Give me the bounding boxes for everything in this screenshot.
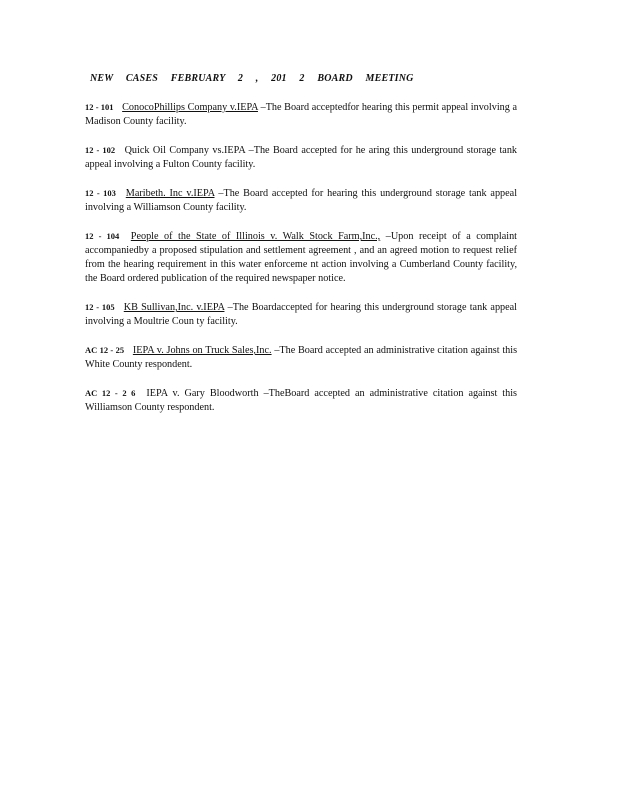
case-caption: ConocoPhillips Company v.IEPA: [122, 102, 258, 113]
case-entry: [85, 143, 517, 172]
page-heading: NEW CASES FEBRUARY 2 , 201 2 BOARD MEETING: [90, 73, 414, 84]
case-caption: Quick Oil Company vs.IEPA: [124, 145, 246, 156]
case-entry: [85, 100, 517, 129]
case-entry: [85, 300, 517, 329]
case-number: AC 12 - 25: [85, 345, 125, 355]
case-caption: IEPA v. Johns on Truck Sales,Inc.: [132, 345, 272, 356]
case-description: –The Boardaccepted for hearing this underground storage tank appeal involving a Moultrie Coun ty facility.: [85, 302, 518, 327]
case-entry: [85, 186, 517, 215]
case-description: –TheBoard accepted an administrative citation against this Williamson County respondent.: [85, 388, 518, 413]
case-number: 12 - 101: [85, 102, 114, 112]
case-number: 12 - 102: [85, 145, 116, 155]
case-entry: [85, 229, 517, 286]
case-list: [85, 100, 517, 429]
case-caption: People of the State of Illinois v. Walk Stock Farm,Inc.,: [130, 231, 381, 242]
case-description: –The Board accepted for he aring this underground storage tank appeal involving a Fulton County facility.: [85, 145, 518, 170]
case-description: –Upon receipt of a complaint accompaniedby a proposed stipulation and settlement agreement , and an agreed motion to request relief from the hearing requirement in this water enforceme nt action involving a Cumberland County facility, the Board ordered publication of the required newspaper notice.: [85, 231, 517, 284]
case-number: 12 - 104: [85, 231, 120, 241]
case-caption: IEPA v. Gary Bloodworth: [146, 388, 259, 399]
case-caption: KB Sullivan,Inc. v.IEPA: [123, 302, 225, 313]
case-number: AC 12 - 2 6: [85, 388, 136, 398]
case-description: –The Board accepted an administrative citation against this White County respondent.: [85, 345, 518, 370]
case-number: 12 - 103: [85, 188, 116, 198]
case-caption: Maribeth. Inc v.IEPA: [125, 188, 215, 199]
case-entry: [85, 343, 517, 372]
case-number: 12 - 105: [85, 302, 115, 312]
case-description: –The Board acceptedfor hearing this permit appeal involving a Madison County facility.: [85, 102, 517, 127]
case-entry: [85, 386, 517, 415]
case-description: –The Board accepted for hearing this underground storage tank appeal involving a Williamson County facility.: [85, 188, 518, 213]
